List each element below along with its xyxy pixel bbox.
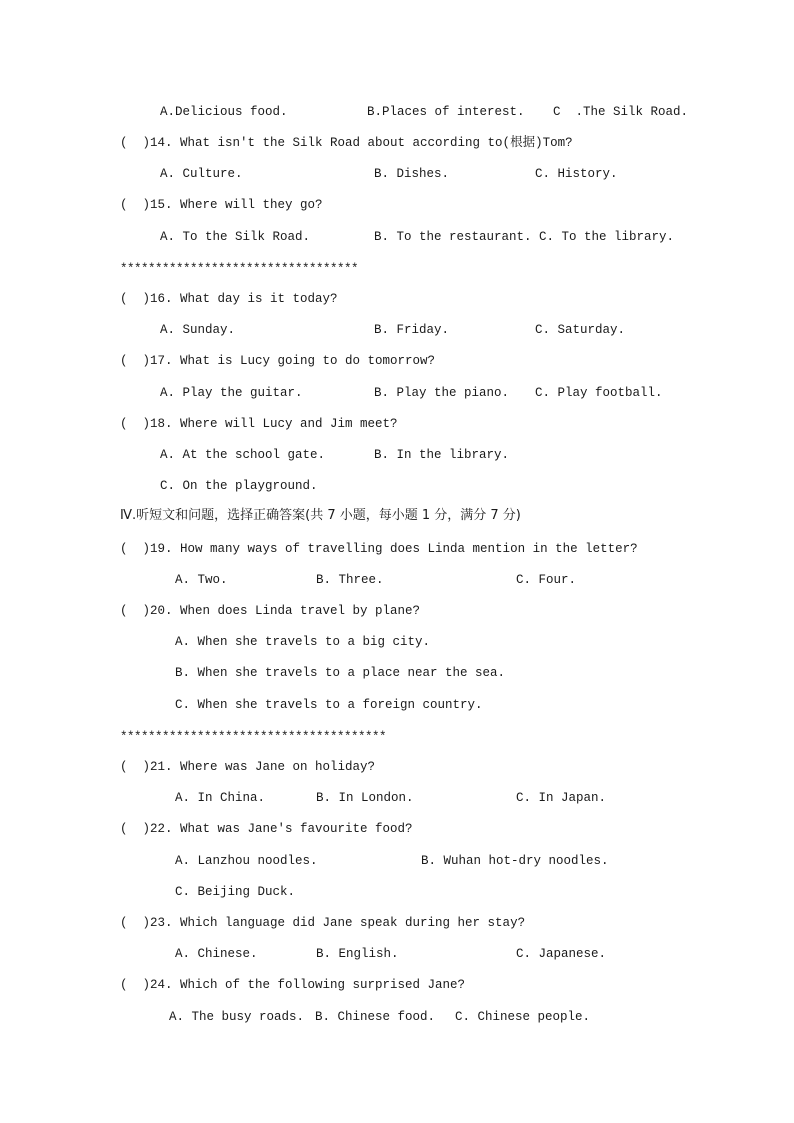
q16-option-b: B. Friday. xyxy=(374,323,450,337)
q24-option-c: C. Chinese people. xyxy=(455,1010,591,1024)
q24-option-a: A. The busy roads. xyxy=(169,1010,305,1024)
q16-option-c: C. Saturday. xyxy=(535,323,626,337)
q18-option-a: A. At the school gate. xyxy=(160,448,326,462)
q21-option-c: C. In Japan. xyxy=(516,791,607,805)
section-heading: Ⅳ.听短文和问题，选择正确答案(共 7 小题，每小题 1 分，满分 7 分) xyxy=(120,508,521,523)
q14-option-c: C. History. xyxy=(535,167,618,181)
q19-option-b: B. Three. xyxy=(316,573,384,587)
q20-option-c: C. When she travels to a foreign country. xyxy=(175,698,483,712)
q23-option-a: A. Chinese. xyxy=(175,947,258,961)
q24-option-b: B. Chinese food. xyxy=(315,1010,436,1024)
q13-option-c: C .The Silk Road. xyxy=(553,105,689,119)
q14-option-b: B. Dishes. xyxy=(374,167,450,181)
q14-question: ( )14. What isn't the Silk Road about according to(根据)Tom? xyxy=(120,136,573,150)
q17-question: ( )17. What is Lucy going to do tomorrow? xyxy=(120,354,436,368)
q19-option-a: A. Two. xyxy=(175,573,228,587)
q22-option-c: C. Beijing Duck. xyxy=(175,885,296,899)
q16-question: ( )16. What day is it today? xyxy=(120,292,338,306)
q21-option-b: B. In London. xyxy=(316,791,414,805)
q20-option-a: A. When she travels to a big city. xyxy=(175,635,431,649)
q22-option-b: B. Wuhan hot-dry noodles. xyxy=(421,854,609,868)
q23-option-c: C. Japanese. xyxy=(516,947,607,961)
q16-option-a: A. Sunday. xyxy=(160,323,236,337)
q21-option-a: A. In China. xyxy=(175,791,266,805)
q13-option-b: B.Places of interest. xyxy=(367,105,525,119)
q15-option-b: B. To the restaurant. xyxy=(374,230,532,244)
q13-option-a: A.Delicious food. xyxy=(160,105,288,119)
q23-question: ( )23. Which language did Jane speak during her stay? xyxy=(120,916,526,930)
q21-question: ( )21. Where was Jane on holiday? xyxy=(120,760,376,774)
q19-question: ( )19. How many ways of travelling does Linda mention in the letter? xyxy=(120,542,638,556)
q19-option-c: C. Four. xyxy=(516,573,577,587)
q22-question: ( )22. What was Jane's favourite food? xyxy=(120,822,413,836)
q18-option-c: C. On the playground. xyxy=(160,479,318,493)
q15-option-c: C. To the library. xyxy=(539,230,675,244)
q20-question: ( )20. When does Linda travel by plane? xyxy=(120,604,421,618)
q14-option-a: A. Culture. xyxy=(160,167,243,181)
q22-option-a: A. Lanzhou noodles. xyxy=(175,854,318,868)
q18-option-b: B. In the library. xyxy=(374,448,510,462)
q18-question: ( )18. Where will Lucy and Jim meet? xyxy=(120,417,398,431)
q17-option-a: A. Play the guitar. xyxy=(160,386,303,400)
q23-option-b: B. English. xyxy=(316,947,399,961)
divider-stars: ********************************** xyxy=(120,262,359,276)
q15-question: ( )15. Where will they go? xyxy=(120,198,323,212)
divider-stars: ************************************** xyxy=(120,730,387,744)
q15-option-a: A. To the Silk Road. xyxy=(160,230,311,244)
q20-option-b: B. When she travels to a place near the sea. xyxy=(175,666,506,680)
q24-question: ( )24. Which of the following surprised Jane? xyxy=(120,978,466,992)
q17-option-b: B. Play the piano. xyxy=(374,386,510,400)
q17-option-c: C. Play football. xyxy=(535,386,663,400)
